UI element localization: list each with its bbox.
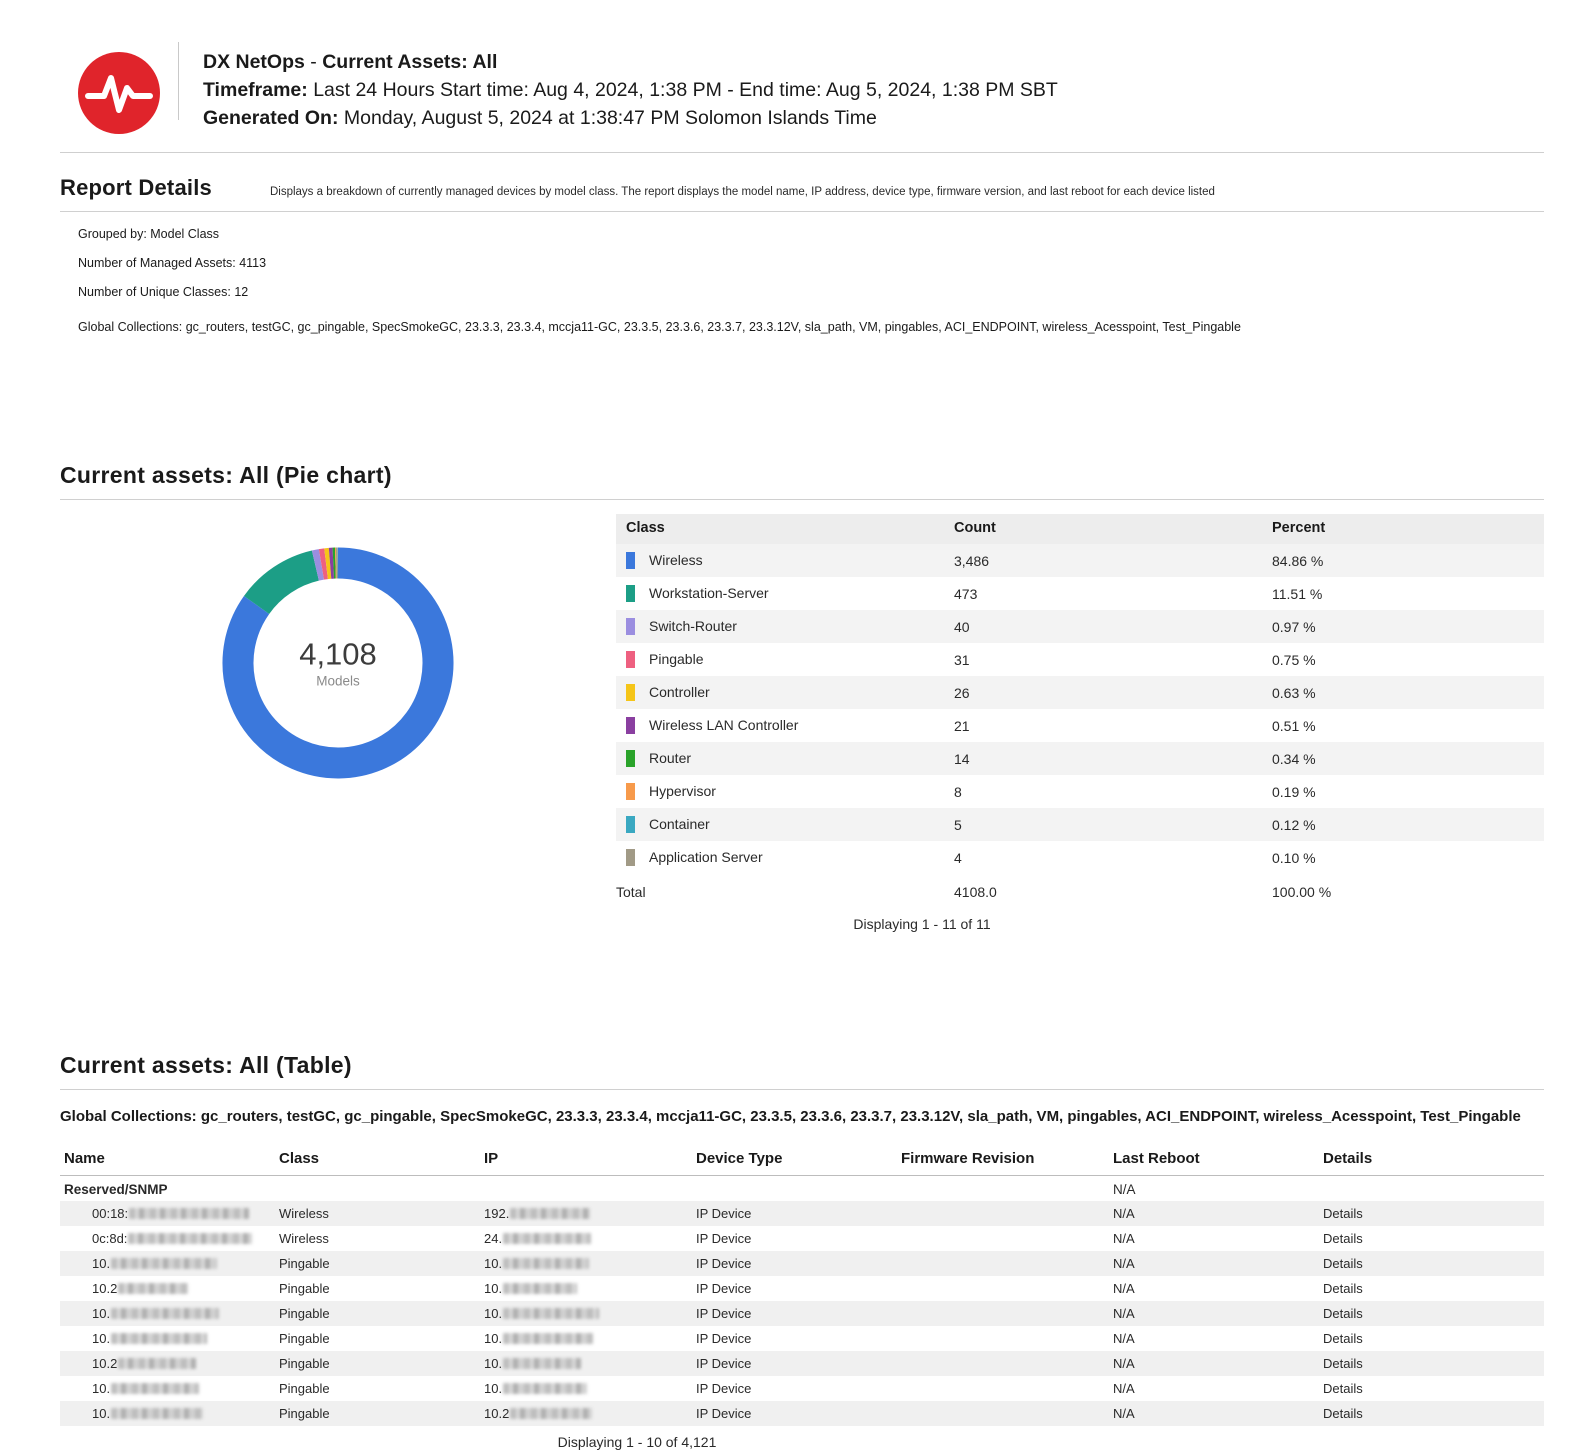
cell-ip-text: 192. <box>484 1206 509 1221</box>
details-link[interactable]: Details <box>1323 1331 1363 1346</box>
cell-device-type: IP Device <box>692 1326 897 1351</box>
cell-name-text: 10. <box>92 1256 110 1271</box>
cell-ip-text: 24. <box>484 1231 502 1246</box>
cell-details <box>1319 1201 1544 1226</box>
report-details-head <box>60 175 1544 201</box>
cell-last-reboot: N/A <box>1109 1326 1319 1351</box>
cell-device-type: IP Device <box>692 1301 897 1326</box>
cell-name-text: 0c:8d: <box>92 1231 127 1246</box>
legend-percent-cell: 0.12 % <box>1264 808 1544 841</box>
total-count: 4108.0 <box>946 875 1264 909</box>
cell-firmware-revision <box>897 1351 1109 1376</box>
cell-ip-text: 10. <box>484 1281 502 1296</box>
cell-firmware-revision <box>897 1301 1109 1326</box>
details-link[interactable]: Details <box>1323 1306 1363 1321</box>
title-separator: - <box>305 51 322 73</box>
cell-firmware-revision <box>897 1276 1109 1301</box>
legend-color-swatch <box>626 651 635 668</box>
legend-count-cell: 26 <box>946 676 1264 709</box>
report-header <box>0 0 1584 134</box>
cell-ip-text: 10. <box>484 1306 502 1321</box>
legend-percent-cell: 84.86 % <box>1264 544 1544 577</box>
cell-class: Wireless <box>275 1201 480 1226</box>
redacted-ip-block <box>503 1233 591 1244</box>
cell-class: Wireless <box>275 1226 480 1251</box>
cell-ip <box>480 1401 692 1426</box>
cell-last-reboot: N/A <box>1109 1226 1319 1251</box>
cell-ip-text: 10. <box>484 1381 502 1396</box>
cell-details <box>1319 1401 1544 1426</box>
donut-center-caption: Models <box>207 674 469 689</box>
table-row <box>616 841 1544 875</box>
legend-color-swatch <box>626 849 635 866</box>
group-row-empty-cell <box>480 1176 692 1202</box>
legend-percent-cell: 0.75 % <box>1264 643 1544 676</box>
legend-percent-cell: 0.19 % <box>1264 775 1544 808</box>
header-text-block <box>179 34 1058 132</box>
report-details-title: Report Details <box>60 175 212 201</box>
legend-color-swatch <box>626 750 635 767</box>
cell-name-text: 10.2 <box>92 1281 117 1296</box>
col-header-count: Count <box>946 514 1264 544</box>
timeframe-row <box>203 76 1058 104</box>
group-row-empty-cell <box>897 1176 1109 1202</box>
cell-ip <box>480 1276 692 1301</box>
table-row <box>60 1351 1544 1376</box>
cell-name-text: 10.2 <box>92 1356 117 1371</box>
table-row <box>60 1326 1544 1351</box>
cell-details <box>1319 1276 1544 1301</box>
global-collections-line: Global Collections: gc_routers, testGC, gc_pingable, SpecSmokeGC, 23.3.3, 23.3.4, mccja11-GC, 23.3.5, 23.3.6, 23.3.7, 23.3.12V, sla_path, VM, pingables, ACI_ENDPOINT, wireless_Acesspoint, Test_Pingable <box>78 320 1544 334</box>
asset-table-section <box>0 1052 1584 1450</box>
cell-class: Pingable <box>275 1276 480 1301</box>
cell-ip <box>480 1376 692 1401</box>
asset-table-title: Current assets: All (Table) <box>60 1052 1544 1079</box>
cell-name <box>60 1201 275 1226</box>
cell-ip-text: 10.2 <box>484 1406 509 1421</box>
group-row-empty-cell <box>275 1176 480 1202</box>
legend-class-label: Hypervisor <box>649 783 716 799</box>
col-header-ip: IP <box>480 1146 692 1176</box>
legend-class-cell <box>616 841 946 875</box>
product-name: DX NetOps <box>203 51 305 73</box>
legend-class-label: Application Server <box>649 849 763 865</box>
cell-last-reboot: N/A <box>1109 1301 1319 1326</box>
donut-slice <box>315 564 321 565</box>
cell-details <box>1319 1251 1544 1276</box>
cell-details <box>1319 1326 1544 1351</box>
legend-class-label: Controller <box>649 684 710 700</box>
redacted-ip-block <box>503 1333 593 1344</box>
cell-firmware-revision <box>897 1226 1109 1251</box>
legend-count-cell: 40 <box>946 610 1264 643</box>
donut-slice <box>321 564 326 565</box>
cell-last-reboot: N/A <box>1109 1201 1319 1226</box>
table-row <box>616 610 1544 643</box>
cell-details <box>1319 1376 1544 1401</box>
cell-name-text: 00:18: <box>92 1206 128 1221</box>
total-label: Total <box>616 875 946 909</box>
cell-ip <box>480 1226 692 1251</box>
col-header-details: Details <box>1319 1146 1544 1176</box>
redacted-ip-block <box>503 1383 587 1394</box>
table-row <box>616 643 1544 676</box>
table-row <box>616 709 1544 742</box>
table-row <box>616 775 1544 808</box>
asset-table <box>60 1146 1544 1426</box>
cell-device-type: IP Device <box>692 1376 897 1401</box>
cell-details <box>1319 1226 1544 1251</box>
cell-device-type: IP Device <box>692 1351 897 1376</box>
cell-last-reboot: N/A <box>1109 1276 1319 1301</box>
page-title: Current Assets: All <box>322 51 497 73</box>
donut-center-label <box>207 638 469 689</box>
pie-chart-rule <box>60 499 1544 500</box>
redacted-name-block <box>111 1308 219 1319</box>
legend-percent-cell: 0.51 % <box>1264 709 1544 742</box>
asset-table-displaying-text: Displaying 1 - 10 of 4,121 <box>60 1434 1214 1450</box>
legend-class-label: Switch-Router <box>649 618 737 634</box>
cell-name-text: 10. <box>92 1306 110 1321</box>
cell-firmware-revision <box>897 1251 1109 1276</box>
table-row <box>60 1376 1544 1401</box>
details-link[interactable]: Details <box>1323 1256 1363 1271</box>
cell-class: Pingable <box>275 1251 480 1276</box>
cell-name <box>60 1326 275 1351</box>
cell-name <box>60 1301 275 1326</box>
group-row-last-reboot: N/A <box>1109 1176 1319 1202</box>
group-row-name: Reserved/SNMP <box>60 1176 275 1202</box>
details-link[interactable]: Details <box>1323 1281 1363 1296</box>
cell-details <box>1319 1301 1544 1326</box>
legend-class-cell <box>616 676 946 709</box>
legend-class-label: Wireless LAN Controller <box>649 717 798 733</box>
cell-device-type: IP Device <box>692 1201 897 1226</box>
cell-device-type: IP Device <box>692 1401 897 1426</box>
legend-color-swatch <box>626 684 635 701</box>
cell-device-type: IP Device <box>692 1251 897 1276</box>
cell-name-text: 10. <box>92 1381 110 1396</box>
cell-device-type: IP Device <box>692 1276 897 1301</box>
legend-class-label: Wireless <box>649 552 703 568</box>
legend-class-label: Pingable <box>649 651 704 667</box>
redacted-ip-block <box>510 1208 590 1219</box>
legend-count-cell: 31 <box>946 643 1264 676</box>
details-link[interactable]: Details <box>1323 1381 1363 1396</box>
cell-firmware-revision <box>897 1326 1109 1351</box>
legend-count-cell: 8 <box>946 775 1264 808</box>
cell-last-reboot: N/A <box>1109 1376 1319 1401</box>
legend-class-label: Router <box>649 750 691 766</box>
legend-count-cell: 4 <box>946 841 1264 875</box>
class-breakdown-table <box>616 514 1544 908</box>
col-header-class: Class <box>616 514 946 544</box>
legend-percent-cell: 11.51 % <box>1264 577 1544 610</box>
table-row <box>60 1401 1544 1426</box>
redacted-name-block <box>111 1383 199 1394</box>
report-details-description: Displays a breakdown of currently managed devices by model class. The report displays the model name, IP address, device type, firmware version, and last reboot for each device listed <box>270 186 1215 198</box>
legend-color-swatch <box>626 717 635 734</box>
report-details-rule <box>60 211 1544 212</box>
donut-center-value: 4,108 <box>207 638 469 672</box>
legend-color-swatch <box>626 552 635 569</box>
generated-on-row <box>203 104 1058 132</box>
redacted-ip-block <box>510 1408 592 1419</box>
redacted-name-block <box>111 1408 203 1419</box>
details-link[interactable]: Details <box>1323 1206 1363 1221</box>
cell-name <box>60 1351 275 1376</box>
table-row <box>60 1201 1544 1226</box>
table-header-row <box>616 514 1544 544</box>
timeframe-label: Timeframe: <box>203 79 308 101</box>
cell-name-text: 10. <box>92 1406 110 1421</box>
table-row <box>616 544 1544 577</box>
asset-table-header-row <box>60 1146 1544 1176</box>
legend-count-cell: 473 <box>946 577 1264 610</box>
pie-chart-section <box>0 462 1584 932</box>
legend-count-cell: 3,486 <box>946 544 1264 577</box>
donut-chart-container <box>60 514 616 908</box>
table-row <box>60 1301 1544 1326</box>
cell-firmware-revision <box>897 1201 1109 1226</box>
donut-slice <box>257 566 316 605</box>
group-row-empty-cell <box>692 1176 897 1202</box>
report-details-section <box>0 175 1584 334</box>
col-header-device-type: Device Type <box>692 1146 897 1176</box>
legend-percent-cell: 0.34 % <box>1264 742 1544 775</box>
legend-class-cell <box>616 577 946 610</box>
cell-name <box>60 1251 275 1276</box>
legend-class-cell <box>616 709 946 742</box>
cell-name <box>60 1226 275 1251</box>
cell-last-reboot: N/A <box>1109 1251 1319 1276</box>
managed-assets-line: Number of Managed Assets: 4113 <box>78 256 1544 270</box>
legend-class-cell <box>616 808 946 841</box>
redacted-name-block <box>129 1208 249 1219</box>
cell-firmware-revision <box>897 1376 1109 1401</box>
cell-ip <box>480 1301 692 1326</box>
heartbeat-logo-icon <box>78 52 160 134</box>
cell-name <box>60 1276 275 1301</box>
col-header-percent: Percent <box>1264 514 1544 544</box>
cell-ip-text: 10. <box>484 1356 502 1371</box>
cell-device-type: IP Device <box>692 1226 897 1251</box>
pie-displaying-text: Displaying 1 - 11 of 11 <box>300 916 1544 932</box>
legend-class-cell <box>616 742 946 775</box>
legend-color-swatch <box>626 585 635 602</box>
cell-firmware-revision <box>897 1401 1109 1426</box>
col-header-name: Name <box>60 1146 275 1176</box>
generated-on-label: Generated On: <box>203 107 338 129</box>
legend-class-cell <box>616 775 946 808</box>
header-rule <box>60 152 1544 153</box>
total-percent: 100.00 % <box>1264 875 1544 909</box>
legend-class-cell <box>616 610 946 643</box>
pie-chart-title: Current assets: All (Pie chart) <box>60 462 1544 489</box>
cell-class: Pingable <box>275 1401 480 1426</box>
table-row <box>60 1276 1544 1301</box>
cell-ip <box>480 1251 692 1276</box>
redacted-ip-block <box>503 1283 577 1294</box>
legend-count-cell: 21 <box>946 709 1264 742</box>
cell-ip-text: 10. <box>484 1256 502 1271</box>
col-header-firmware-revision: Firmware Revision <box>897 1146 1109 1176</box>
legend-color-swatch <box>626 816 635 833</box>
legend-class-label: Workstation-Server <box>649 585 769 601</box>
legend-percent-cell: 0.97 % <box>1264 610 1544 643</box>
table-global-collections: Global Collections: gc_routers, testGC, gc_pingable, SpecSmokeGC, 23.3.3, 23.3.4, mccja11-GC, 23.3.5, 23.3.6, 23.3.7, 23.3.12V, sla_path, VM, pingables, ACI_ENDPOINT, wireless_Acesspoint, Test_Pingable <box>60 1106 1544 1128</box>
redacted-name-block <box>111 1333 207 1344</box>
cell-class: Pingable <box>275 1326 480 1351</box>
legend-count-cell: 5 <box>946 808 1264 841</box>
timeframe-value: Last 24 Hours Start time: Aug 4, 2024, 1:38 PM - End time: Aug 5, 2024, 1:38 PM SBT <box>313 79 1058 101</box>
grouped-by-line: Grouped by: Model Class <box>78 227 1544 241</box>
redacted-ip-block <box>503 1358 581 1369</box>
cell-ip-text: 10. <box>484 1331 502 1346</box>
cell-ip <box>480 1326 692 1351</box>
redacted-name-block <box>111 1258 217 1269</box>
legend-percent-cell: 0.10 % <box>1264 841 1544 875</box>
table-row <box>616 577 1544 610</box>
legend-class-label: Container <box>649 816 710 832</box>
generated-on-value: Monday, August 5, 2024 at 1:38:47 PM Solomon Islands Time <box>344 107 877 129</box>
redacted-ip-block <box>503 1258 589 1269</box>
details-link[interactable]: Details <box>1323 1356 1363 1371</box>
details-link[interactable]: Details <box>1323 1231 1363 1246</box>
redacted-name-block <box>128 1233 252 1244</box>
cell-class: Pingable <box>275 1376 480 1401</box>
table-row <box>616 676 1544 709</box>
col-header-last-reboot: Last Reboot <box>1109 1146 1319 1176</box>
table-row <box>60 1251 1544 1276</box>
donut-chart <box>207 532 469 794</box>
cell-name <box>60 1401 275 1426</box>
table-group-row <box>60 1176 1544 1202</box>
cell-last-reboot: N/A <box>1109 1401 1319 1426</box>
cell-name <box>60 1376 275 1401</box>
asset-table-rule <box>60 1089 1544 1090</box>
cell-name-text: 10. <box>92 1331 110 1346</box>
pie-chart-body <box>60 514 1544 908</box>
table-row <box>616 742 1544 775</box>
report-title-row <box>203 48 1058 76</box>
cell-class: Pingable <box>275 1301 480 1326</box>
cell-ip <box>480 1351 692 1376</box>
table-row <box>616 808 1544 841</box>
redacted-name-block <box>118 1283 188 1294</box>
logo-container <box>60 34 178 134</box>
table-row <box>60 1226 1544 1251</box>
cell-class: Pingable <box>275 1351 480 1376</box>
legend-color-swatch <box>626 618 635 635</box>
col-header-class: Class <box>275 1146 480 1176</box>
group-row-empty-cell <box>1319 1176 1544 1202</box>
cell-details <box>1319 1351 1544 1376</box>
legend-class-cell <box>616 643 946 676</box>
details-link[interactable]: Details <box>1323 1406 1363 1421</box>
redacted-ip-block <box>503 1308 599 1319</box>
cell-last-reboot: N/A <box>1109 1351 1319 1376</box>
cell-ip <box>480 1201 692 1226</box>
legend-class-cell <box>616 544 946 577</box>
redacted-name-block <box>118 1358 196 1369</box>
legend-color-swatch <box>626 783 635 800</box>
legend-count-cell: 14 <box>946 742 1264 775</box>
table-total-row <box>616 875 1544 909</box>
unique-classes-line: Number of Unique Classes: 12 <box>78 285 1544 299</box>
legend-percent-cell: 0.63 % <box>1264 676 1544 709</box>
